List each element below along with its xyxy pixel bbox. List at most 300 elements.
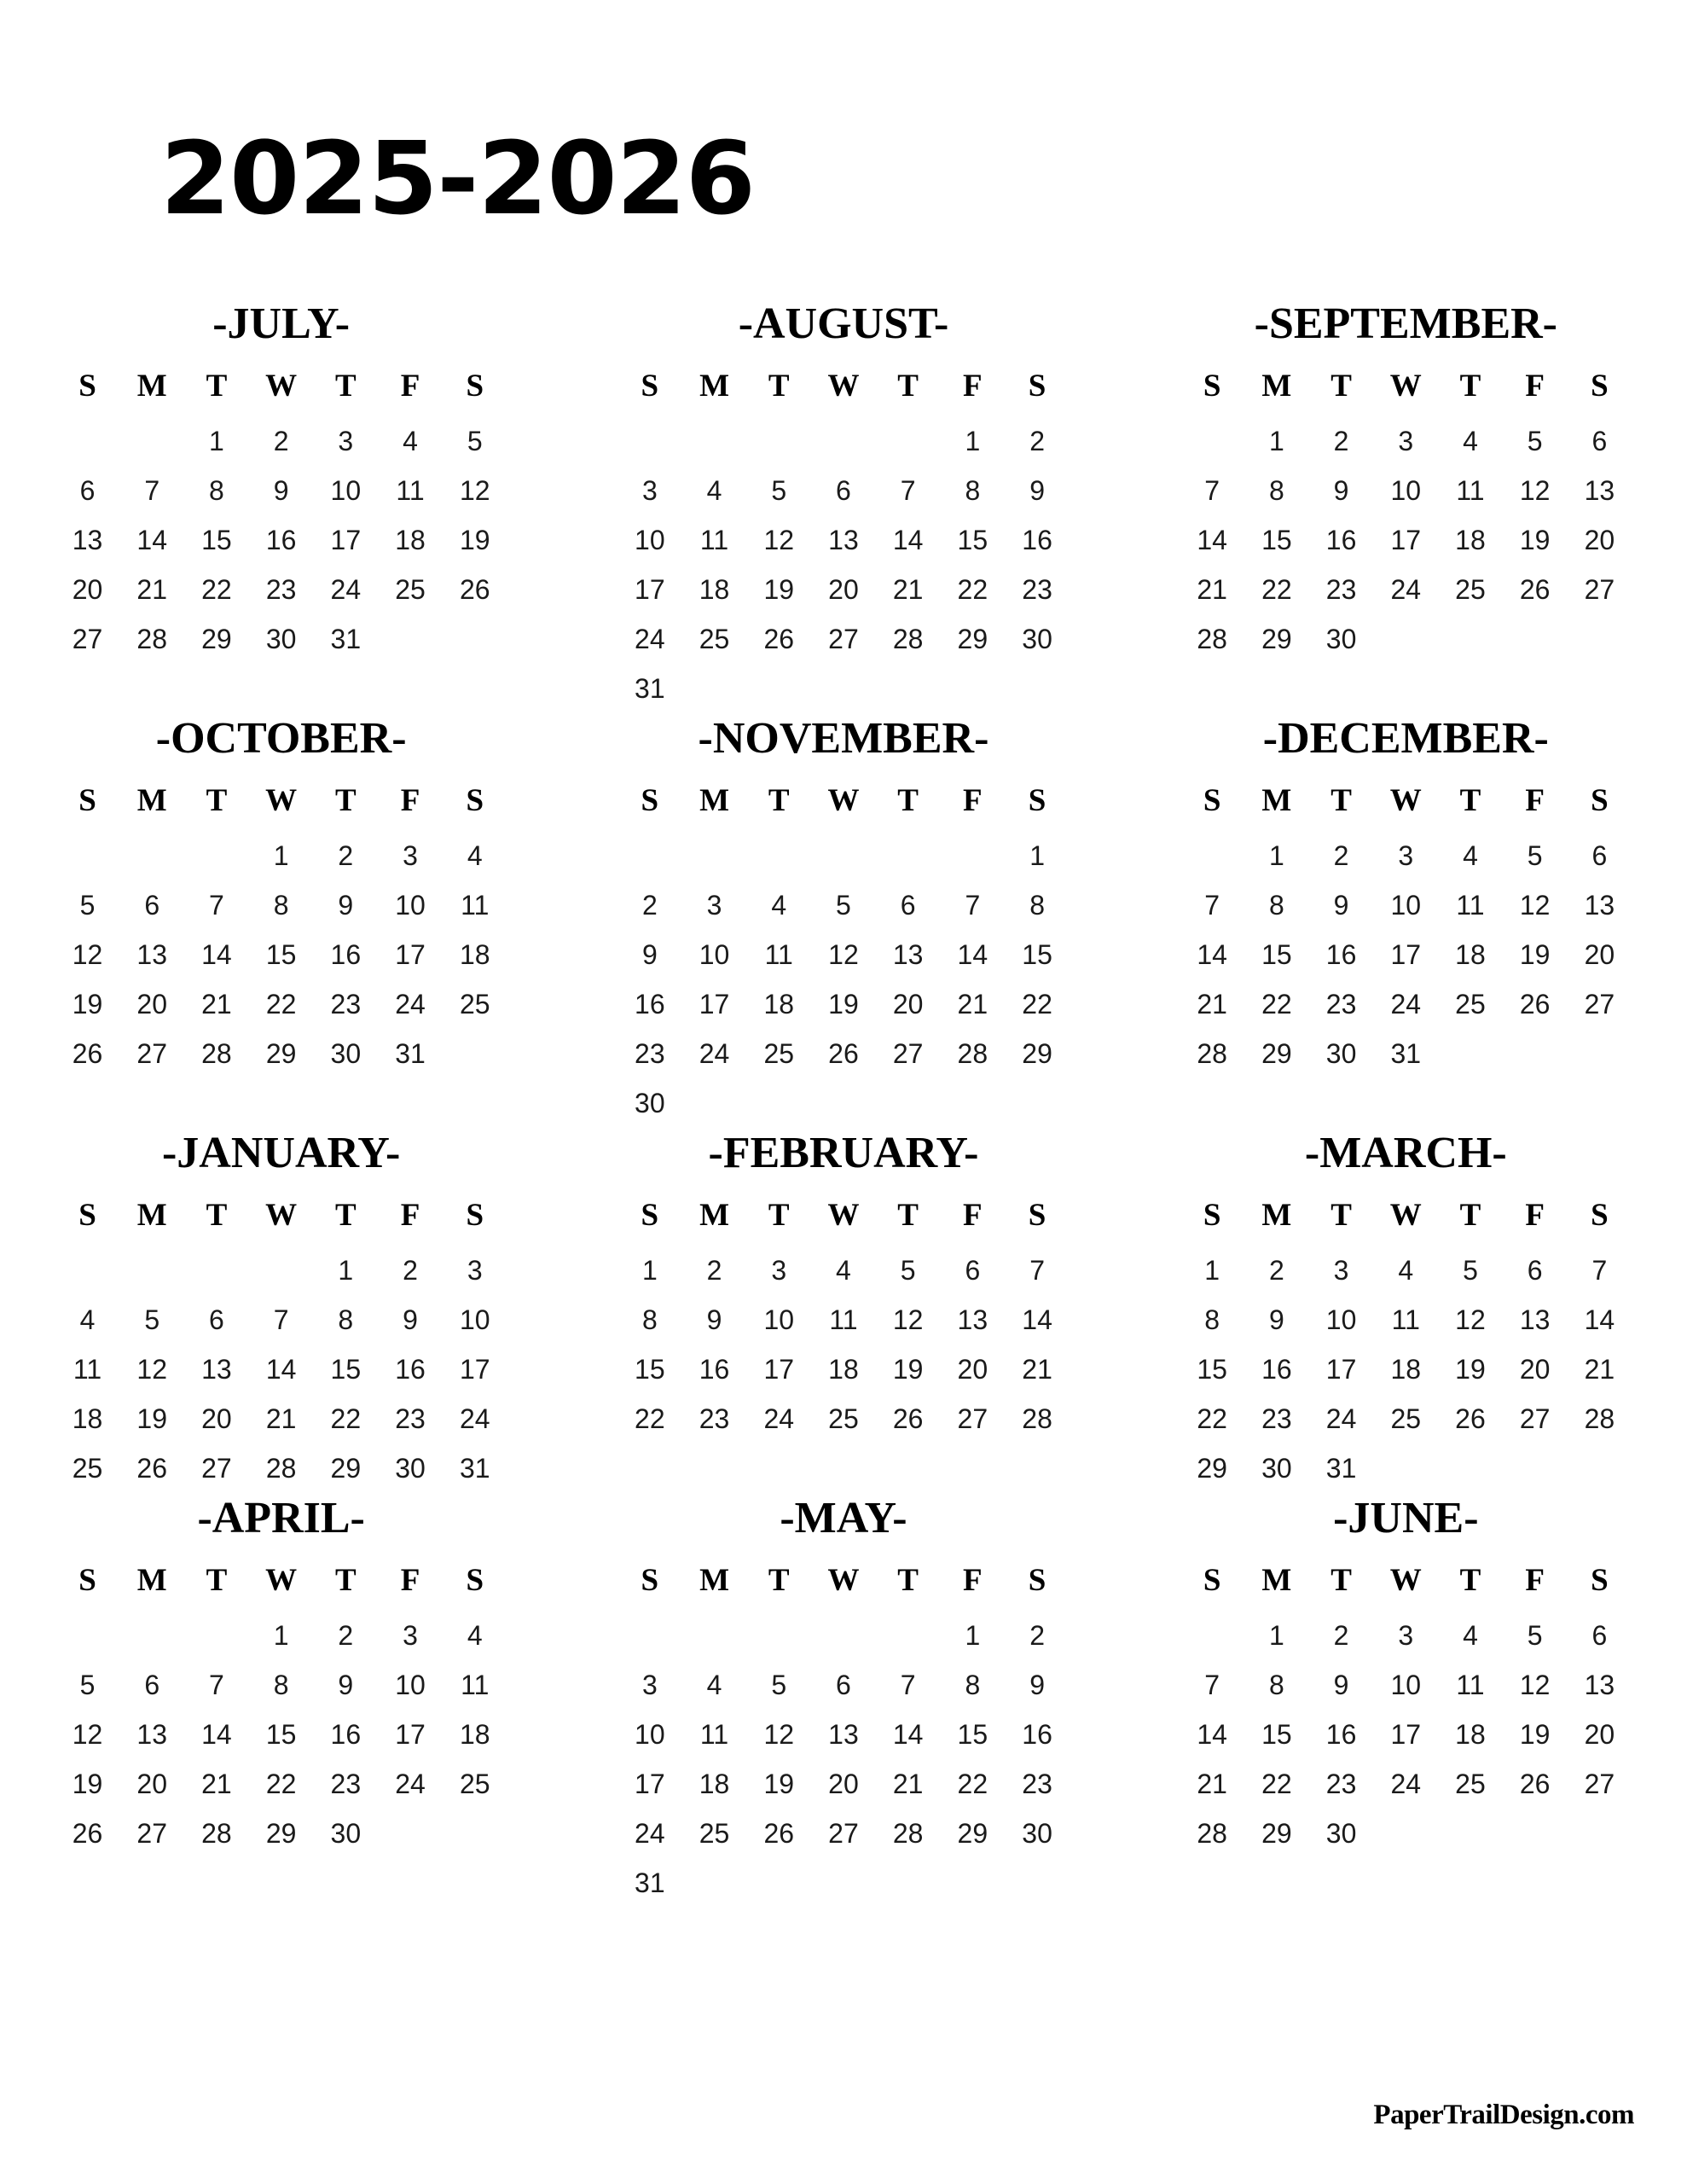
day-cell[interactable]: 20: [892, 988, 924, 1019]
day-cell[interactable]: 16: [635, 988, 665, 1019]
day-cell[interactable]: 8: [1204, 1304, 1220, 1335]
day-cell[interactable]: 4: [403, 425, 418, 456]
day-cell[interactable]: 8: [273, 889, 289, 921]
day-cell[interactable]: 17: [699, 988, 730, 1019]
day-cell[interactable]: 10: [395, 1669, 426, 1700]
day-cell[interactable]: 25: [1455, 573, 1486, 605]
day-cell[interactable]: 8: [1268, 889, 1284, 921]
day-cell[interactable]: 11: [1456, 1669, 1485, 1700]
day-cell[interactable]: 28: [1197, 1037, 1227, 1069]
day-cell[interactable]: 23: [1022, 1768, 1052, 1799]
day-cell[interactable]: 17: [459, 1353, 490, 1385]
day-cell[interactable]: 30: [1022, 1817, 1052, 1849]
day-cell[interactable]: 12: [1519, 474, 1551, 506]
day-cell[interactable]: 27: [1584, 988, 1615, 1019]
day-cell[interactable]: 17: [1390, 1718, 1422, 1750]
day-cell[interactable]: 26: [763, 1817, 795, 1849]
day-cell[interactable]: 26: [763, 623, 795, 654]
day-cell[interactable]: 12: [1519, 1669, 1551, 1700]
day-cell[interactable]: 3: [467, 1254, 483, 1286]
day-cell[interactable]: 22: [1261, 988, 1292, 1019]
day-cell[interactable]: 31: [1325, 1452, 1357, 1484]
day-cell[interactable]: 29: [1261, 623, 1292, 654]
day-cell[interactable]: 21: [1197, 573, 1227, 605]
day-cell[interactable]: 8: [338, 1304, 354, 1335]
day-cell[interactable]: 1: [965, 425, 981, 456]
day-cell[interactable]: 31: [459, 1452, 490, 1484]
day-cell[interactable]: 6: [209, 1304, 224, 1335]
day-cell[interactable]: 9: [1333, 474, 1349, 506]
day-cell[interactable]: 5: [1527, 839, 1543, 871]
day-cell[interactable]: 10: [763, 1304, 795, 1335]
day-cell[interactable]: 4: [771, 889, 787, 921]
day-cell[interactable]: 28: [1022, 1403, 1052, 1434]
day-cell[interactable]: 19: [892, 1353, 924, 1385]
day-cell[interactable]: 8: [641, 1304, 658, 1335]
day-cell[interactable]: 7: [1204, 474, 1220, 506]
day-cell[interactable]: 6: [836, 474, 851, 506]
day-cell[interactable]: 23: [330, 988, 362, 1019]
day-cell[interactable]: 20: [1584, 938, 1615, 970]
day-cell[interactable]: 13: [892, 938, 924, 970]
day-cell[interactable]: 17: [1325, 1353, 1357, 1385]
day-cell[interactable]: 5: [79, 1669, 96, 1700]
day-cell[interactable]: 17: [1390, 938, 1422, 970]
day-cell[interactable]: 10: [330, 474, 362, 506]
day-cell[interactable]: 4: [79, 1304, 96, 1335]
day-cell[interactable]: 8: [273, 1669, 289, 1700]
day-cell[interactable]: 14: [1197, 1718, 1227, 1750]
day-cell[interactable]: 23: [699, 1403, 730, 1434]
day-cell[interactable]: 18: [828, 1353, 859, 1385]
day-cell[interactable]: 2: [1333, 1619, 1349, 1651]
day-cell[interactable]: 15: [330, 1353, 362, 1385]
day-cell[interactable]: 15: [1261, 938, 1292, 970]
day-cell[interactable]: 9: [338, 889, 354, 921]
day-cell[interactable]: 20: [1584, 1718, 1615, 1750]
day-cell[interactable]: 17: [763, 1353, 795, 1385]
day-cell[interactable]: 4: [1398, 1254, 1414, 1286]
day-cell[interactable]: 30: [1261, 1452, 1292, 1484]
day-cell[interactable]: 30: [330, 1037, 362, 1069]
day-cell[interactable]: 2: [1333, 425, 1349, 456]
day-cell[interactable]: 7: [209, 1669, 224, 1700]
day-cell[interactable]: 24: [1325, 1403, 1357, 1434]
day-cell[interactable]: 12: [763, 1718, 795, 1750]
day-cell[interactable]: 17: [330, 524, 362, 555]
day-cell[interactable]: 19: [763, 573, 795, 605]
day-cell[interactable]: 27: [828, 623, 859, 654]
day-cell[interactable]: 30: [1325, 1817, 1357, 1849]
day-cell[interactable]: 9: [1333, 1669, 1349, 1700]
day-cell[interactable]: 14: [265, 1353, 297, 1385]
day-cell[interactable]: 6: [1527, 1254, 1543, 1286]
day-cell[interactable]: 1: [273, 839, 289, 871]
day-cell[interactable]: 18: [763, 988, 795, 1019]
day-cell[interactable]: 9: [1268, 1304, 1284, 1335]
day-cell[interactable]: 18: [1455, 1718, 1486, 1750]
day-cell[interactable]: 9: [1333, 889, 1349, 921]
day-cell[interactable]: 26: [1519, 988, 1551, 1019]
day-cell[interactable]: 11: [461, 889, 490, 921]
day-cell[interactable]: 25: [699, 1817, 730, 1849]
day-cell[interactable]: 19: [72, 988, 103, 1019]
day-cell[interactable]: 25: [72, 1452, 103, 1484]
day-cell[interactable]: 11: [396, 474, 425, 506]
day-cell[interactable]: 29: [957, 1817, 988, 1849]
day-cell[interactable]: 16: [265, 524, 297, 555]
day-cell[interactable]: 5: [79, 889, 96, 921]
day-cell[interactable]: 23: [395, 1403, 426, 1434]
day-cell[interactable]: 28: [201, 1817, 232, 1849]
day-cell[interactable]: 6: [965, 1254, 981, 1286]
day-cell[interactable]: 11: [461, 1669, 490, 1700]
day-cell[interactable]: 12: [1519, 889, 1551, 921]
day-cell[interactable]: 28: [892, 1817, 924, 1849]
day-cell[interactable]: 22: [957, 573, 988, 605]
day-cell[interactable]: 11: [699, 1718, 729, 1750]
day-cell[interactable]: 11: [72, 1353, 102, 1385]
day-cell[interactable]: 28: [1197, 623, 1227, 654]
day-cell[interactable]: 27: [201, 1452, 232, 1484]
day-cell[interactable]: 15: [265, 938, 297, 970]
day-cell[interactable]: 24: [763, 1403, 795, 1434]
day-cell[interactable]: 2: [338, 839, 354, 871]
day-cell[interactable]: 3: [706, 889, 722, 921]
day-cell[interactable]: 13: [136, 938, 167, 970]
day-cell[interactable]: 23: [1261, 1403, 1292, 1434]
day-cell[interactable]: 24: [1390, 988, 1422, 1019]
day-cell[interactable]: 21: [957, 988, 988, 1019]
day-cell[interactable]: 14: [1022, 1304, 1052, 1335]
day-cell[interactable]: 3: [771, 1254, 787, 1286]
day-cell[interactable]: 26: [1519, 1768, 1551, 1799]
day-cell[interactable]: 7: [209, 889, 224, 921]
day-cell[interactable]: 14: [892, 1718, 924, 1750]
day-cell[interactable]: 29: [1022, 1037, 1052, 1069]
day-cell[interactable]: 19: [136, 1403, 167, 1434]
day-cell[interactable]: 27: [136, 1037, 167, 1069]
day-cell[interactable]: 24: [1390, 573, 1422, 605]
day-cell[interactable]: 24: [635, 623, 665, 654]
day-cell[interactable]: 13: [828, 1718, 859, 1750]
day-cell[interactable]: 27: [1584, 1768, 1615, 1799]
day-cell[interactable]: 14: [892, 524, 924, 555]
day-cell[interactable]: 4: [1463, 839, 1478, 871]
day-cell[interactable]: 1: [273, 1619, 289, 1651]
day-cell[interactable]: 16: [1325, 938, 1357, 970]
day-cell[interactable]: 28: [957, 1037, 988, 1069]
day-cell[interactable]: 1: [209, 425, 224, 456]
day-cell[interactable]: 21: [892, 573, 924, 605]
day-cell[interactable]: 29: [265, 1817, 297, 1849]
day-cell[interactable]: 31: [635, 672, 665, 704]
day-cell[interactable]: 31: [1390, 1037, 1422, 1069]
day-cell[interactable]: 7: [273, 1304, 289, 1335]
day-cell[interactable]: 5: [1527, 1619, 1543, 1651]
day-cell[interactable]: 7: [144, 474, 160, 506]
day-cell[interactable]: 9: [1029, 1669, 1045, 1700]
day-cell[interactable]: 17: [395, 1718, 426, 1750]
day-cell[interactable]: 22: [1261, 573, 1292, 605]
day-cell[interactable]: 19: [1519, 938, 1551, 970]
day-cell[interactable]: 17: [395, 938, 426, 970]
day-cell[interactable]: 27: [136, 1817, 167, 1849]
day-cell[interactable]: 9: [706, 1304, 722, 1335]
day-cell[interactable]: 3: [641, 474, 658, 506]
day-cell[interactable]: 5: [771, 1669, 787, 1700]
day-cell[interactable]: 6: [79, 474, 96, 506]
day-cell[interactable]: 7: [1591, 1254, 1608, 1286]
day-cell[interactable]: 27: [1519, 1403, 1551, 1434]
day-cell[interactable]: 13: [1519, 1304, 1551, 1335]
day-cell[interactable]: 28: [892, 623, 924, 654]
day-cell[interactable]: 10: [635, 524, 665, 555]
day-cell[interactable]: 15: [635, 1353, 665, 1385]
day-cell[interactable]: 18: [459, 938, 490, 970]
day-cell[interactable]: 15: [201, 524, 232, 555]
day-cell[interactable]: 3: [1398, 839, 1414, 871]
day-cell[interactable]: 25: [1455, 1768, 1486, 1799]
day-cell[interactable]: 13: [1584, 1669, 1615, 1700]
day-cell[interactable]: 6: [144, 889, 160, 921]
day-cell[interactable]: 6: [144, 1669, 160, 1700]
day-cell[interactable]: 21: [892, 1768, 924, 1799]
day-cell[interactable]: 26: [828, 1037, 859, 1069]
day-cell[interactable]: 22: [957, 1768, 988, 1799]
day-cell[interactable]: 6: [836, 1669, 851, 1700]
day-cell[interactable]: 16: [330, 1718, 362, 1750]
day-cell[interactable]: 6: [900, 889, 916, 921]
day-cell[interactable]: 1: [1268, 839, 1284, 871]
day-cell[interactable]: 15: [1197, 1353, 1227, 1385]
day-cell[interactable]: 6: [1591, 1619, 1608, 1651]
day-cell[interactable]: 21: [1022, 1353, 1052, 1385]
day-cell[interactable]: 10: [395, 889, 426, 921]
day-cell[interactable]: 4: [706, 474, 722, 506]
day-cell[interactable]: 5: [144, 1304, 160, 1335]
day-cell[interactable]: 26: [72, 1817, 103, 1849]
day-cell[interactable]: 13: [1584, 889, 1615, 921]
day-cell[interactable]: 1: [965, 1619, 981, 1651]
day-cell[interactable]: 26: [136, 1452, 167, 1484]
day-cell[interactable]: 26: [459, 573, 490, 605]
day-cell[interactable]: 19: [1519, 524, 1551, 555]
day-cell[interactable]: 9: [641, 938, 658, 970]
day-cell[interactable]: 1: [1268, 425, 1284, 456]
day-cell[interactable]: 31: [330, 623, 362, 654]
day-cell[interactable]: 30: [330, 1817, 362, 1849]
day-cell[interactable]: 7: [900, 1669, 916, 1700]
day-cell[interactable]: 7: [900, 474, 916, 506]
day-cell[interactable]: 14: [1197, 524, 1227, 555]
day-cell[interactable]: 14: [1584, 1304, 1615, 1335]
day-cell[interactable]: 3: [403, 1619, 418, 1651]
day-cell[interactable]: 22: [201, 573, 232, 605]
day-cell[interactable]: 28: [136, 623, 167, 654]
day-cell[interactable]: 19: [828, 988, 859, 1019]
day-cell[interactable]: 17: [1390, 524, 1422, 555]
day-cell[interactable]: 30: [395, 1452, 426, 1484]
day-cell[interactable]: 15: [1261, 1718, 1292, 1750]
day-cell[interactable]: 19: [1455, 1353, 1486, 1385]
day-cell[interactable]: 14: [201, 1718, 232, 1750]
day-cell[interactable]: 21: [201, 1768, 232, 1799]
day-cell[interactable]: 18: [459, 1718, 490, 1750]
day-cell[interactable]: 8: [965, 1669, 981, 1700]
day-cell[interactable]: 31: [395, 1037, 426, 1069]
day-cell[interactable]: 25: [1455, 988, 1486, 1019]
day-cell[interactable]: 22: [265, 1768, 297, 1799]
day-cell[interactable]: 25: [459, 988, 490, 1019]
day-cell[interactable]: 21: [201, 988, 232, 1019]
day-cell[interactable]: 1: [1204, 1254, 1220, 1286]
day-cell[interactable]: 5: [1527, 425, 1543, 456]
day-cell[interactable]: 14: [957, 938, 988, 970]
day-cell[interactable]: 29: [1197, 1452, 1227, 1484]
day-cell[interactable]: 22: [330, 1403, 362, 1434]
day-cell[interactable]: 2: [273, 425, 289, 456]
day-cell[interactable]: 18: [1390, 1353, 1422, 1385]
day-cell[interactable]: 26: [892, 1403, 924, 1434]
day-cell[interactable]: 18: [699, 1768, 730, 1799]
day-cell[interactable]: 10: [1390, 889, 1422, 921]
day-cell[interactable]: 2: [1268, 1254, 1284, 1286]
day-cell[interactable]: 16: [1022, 524, 1052, 555]
day-cell[interactable]: 11: [1456, 889, 1485, 921]
day-cell[interactable]: 11: [699, 524, 729, 555]
day-cell[interactable]: 10: [635, 1718, 665, 1750]
day-cell[interactable]: 30: [1325, 1037, 1357, 1069]
day-cell[interactable]: 5: [467, 425, 483, 456]
day-cell[interactable]: 20: [72, 573, 103, 605]
day-cell[interactable]: 1: [641, 1254, 658, 1286]
day-cell[interactable]: 18: [395, 524, 426, 555]
day-cell[interactable]: 16: [1325, 524, 1357, 555]
day-cell[interactable]: 2: [338, 1619, 354, 1651]
day-cell[interactable]: 29: [957, 623, 988, 654]
day-cell[interactable]: 23: [1022, 573, 1052, 605]
day-cell[interactable]: 20: [1584, 524, 1615, 555]
day-cell[interactable]: 5: [900, 1254, 916, 1286]
day-cell[interactable]: 9: [273, 474, 289, 506]
day-cell[interactable]: 20: [1519, 1353, 1551, 1385]
day-cell[interactable]: 10: [1390, 474, 1422, 506]
day-cell[interactable]: 19: [763, 1768, 795, 1799]
day-cell[interactable]: 3: [403, 839, 418, 871]
day-cell[interactable]: 24: [395, 988, 426, 1019]
day-cell[interactable]: 15: [957, 524, 988, 555]
day-cell[interactable]: 25: [395, 573, 426, 605]
day-cell[interactable]: 7: [1204, 1669, 1220, 1700]
day-cell[interactable]: 19: [1519, 1718, 1551, 1750]
day-cell[interactable]: 18: [699, 573, 730, 605]
day-cell[interactable]: 30: [1325, 623, 1357, 654]
day-cell[interactable]: 4: [467, 839, 483, 871]
day-cell[interactable]: 25: [699, 623, 730, 654]
day-cell[interactable]: 27: [957, 1403, 988, 1434]
day-cell[interactable]: 24: [395, 1768, 426, 1799]
day-cell[interactable]: 24: [699, 1037, 730, 1069]
day-cell[interactable]: 8: [1268, 474, 1284, 506]
day-cell[interactable]: 23: [265, 573, 297, 605]
day-cell[interactable]: 9: [1029, 474, 1045, 506]
day-cell[interactable]: 18: [1455, 524, 1486, 555]
day-cell[interactable]: 28: [1197, 1817, 1227, 1849]
day-cell[interactable]: 21: [265, 1403, 297, 1434]
day-cell[interactable]: 26: [72, 1037, 103, 1069]
day-cell[interactable]: 7: [1029, 1254, 1045, 1286]
day-cell[interactable]: 20: [957, 1353, 988, 1385]
day-cell[interactable]: 4: [1463, 1619, 1478, 1651]
day-cell[interactable]: 12: [72, 938, 103, 970]
day-cell[interactable]: 27: [892, 1037, 924, 1069]
day-cell[interactable]: 2: [1029, 1619, 1045, 1651]
day-cell[interactable]: 28: [201, 1037, 232, 1069]
day-cell[interactable]: 12: [828, 938, 859, 970]
day-cell[interactable]: 3: [1398, 425, 1414, 456]
day-cell[interactable]: 3: [1398, 1619, 1414, 1651]
day-cell[interactable]: 8: [209, 474, 224, 506]
day-cell[interactable]: 7: [1204, 889, 1220, 921]
day-cell[interactable]: 20: [828, 573, 859, 605]
day-cell[interactable]: 6: [1591, 839, 1608, 871]
day-cell[interactable]: 31: [635, 1867, 665, 1898]
day-cell[interactable]: 11: [1391, 1304, 1420, 1335]
day-cell[interactable]: 25: [1390, 1403, 1422, 1434]
day-cell[interactable]: 14: [1197, 938, 1227, 970]
day-cell[interactable]: 11: [1456, 474, 1485, 506]
day-cell[interactable]: 21: [1584, 1353, 1615, 1385]
day-cell[interactable]: 15: [265, 1718, 297, 1750]
day-cell[interactable]: 13: [72, 524, 103, 555]
day-cell[interactable]: 3: [641, 1669, 658, 1700]
day-cell[interactable]: 30: [1022, 623, 1052, 654]
day-cell[interactable]: 7: [965, 889, 981, 921]
day-cell[interactable]: 13: [201, 1353, 232, 1385]
day-cell[interactable]: 25: [459, 1768, 490, 1799]
day-cell[interactable]: 4: [836, 1254, 851, 1286]
day-cell[interactable]: 10: [1325, 1304, 1357, 1335]
day-cell[interactable]: 20: [201, 1403, 232, 1434]
day-cell[interactable]: 4: [1463, 425, 1478, 456]
day-cell[interactable]: 12: [763, 524, 795, 555]
day-cell[interactable]: 15: [1261, 524, 1292, 555]
day-cell[interactable]: 1: [1268, 1619, 1284, 1651]
day-cell[interactable]: 12: [459, 474, 490, 506]
day-cell[interactable]: 16: [699, 1353, 730, 1385]
day-cell[interactable]: 12: [892, 1304, 924, 1335]
day-cell[interactable]: 2: [641, 889, 658, 921]
day-cell[interactable]: 5: [836, 889, 851, 921]
day-cell[interactable]: 24: [1390, 1768, 1422, 1799]
day-cell[interactable]: 24: [635, 1817, 665, 1849]
day-cell[interactable]: 16: [395, 1353, 426, 1385]
day-cell[interactable]: 30: [265, 623, 297, 654]
day-cell[interactable]: 26: [1455, 1403, 1486, 1434]
day-cell[interactable]: 9: [403, 1304, 418, 1335]
day-cell[interactable]: 10: [1390, 1669, 1422, 1700]
day-cell[interactable]: 24: [330, 573, 362, 605]
day-cell[interactable]: 15: [957, 1718, 988, 1750]
day-cell[interactable]: 23: [1325, 1768, 1357, 1799]
day-cell[interactable]: 12: [72, 1718, 103, 1750]
day-cell[interactable]: 28: [265, 1452, 297, 1484]
day-cell[interactable]: 21: [1197, 1768, 1227, 1799]
day-cell[interactable]: 11: [764, 938, 793, 970]
day-cell[interactable]: 27: [828, 1817, 859, 1849]
day-cell[interactable]: 13: [957, 1304, 988, 1335]
